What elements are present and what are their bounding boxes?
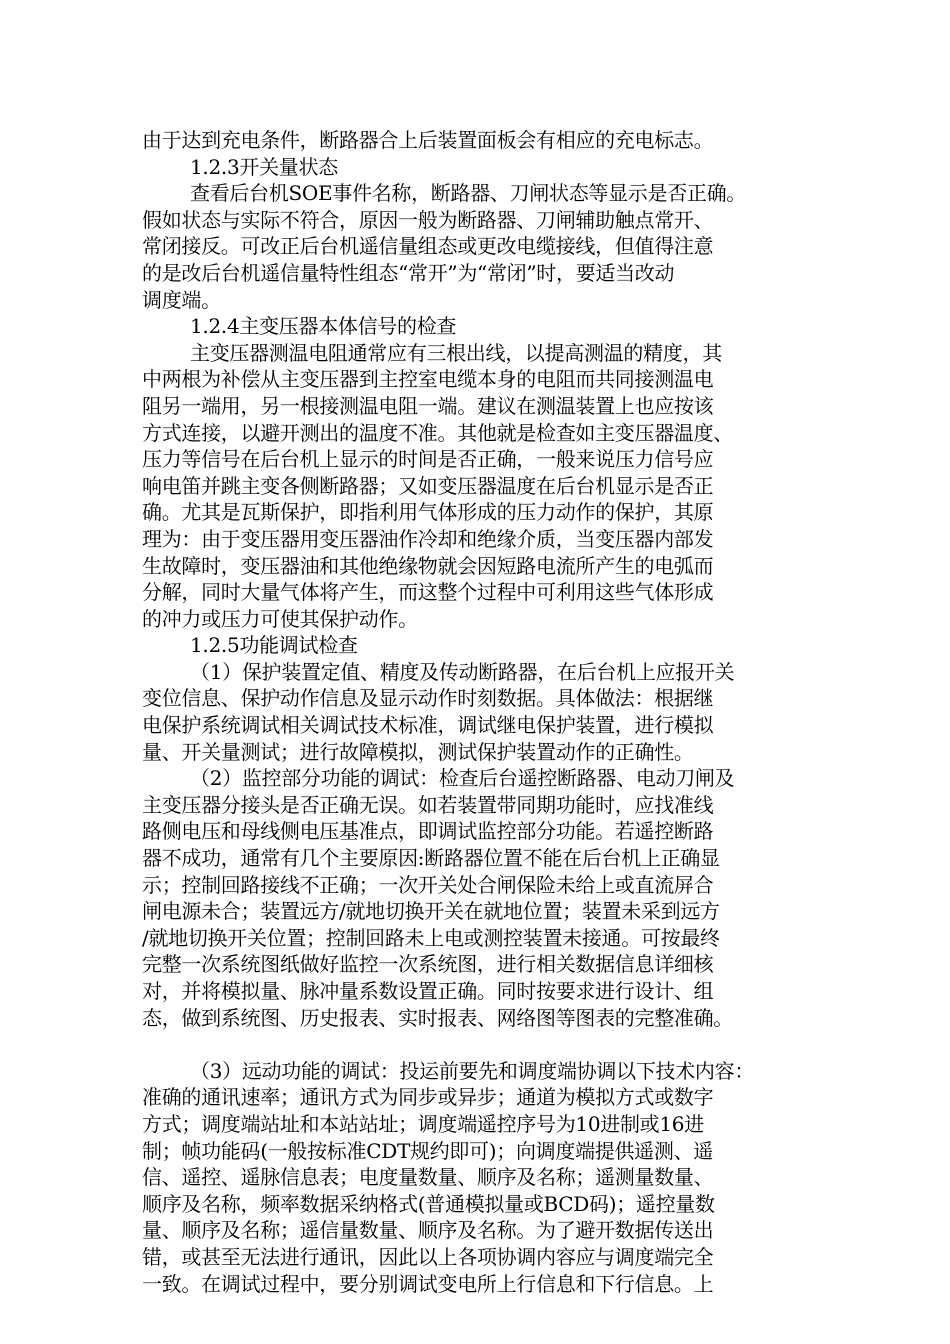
- text-line: 方式；调度端站址和本站站址；调度端遥控序号为10进制或16进: [142, 1111, 704, 1136]
- text-line: 完整一次系统图纸做好监控一次系统图，进行相关数据信息详细核: [142, 952, 714, 977]
- text-line: 1.2.5功能调试检查: [190, 633, 358, 658]
- text-line: 路侧电压和母线侧电压基准点，即调试监控部分功能。若遥控断路: [142, 819, 714, 844]
- text-line: 示；控制回路接线不正确；一次开关处合闸保险未给上或直流屏合: [142, 872, 714, 897]
- text-line: 闸电源未合；装置远方/就地切换开关在就地位置；装置未采到远方: [142, 899, 720, 924]
- text-line: 主变压器测温电阻通常应有三根出线，以提高测温的精度，其: [190, 340, 722, 365]
- text-line: 理为：由于变压器用变压器油作冷却和绝缘介质，当变压器内部发: [142, 526, 714, 551]
- text-line: 假如状态与实际不符合，原因一般为断路器、刀闸辅助触点常开、: [142, 207, 714, 232]
- text-line: 调度端。: [142, 287, 221, 312]
- text-line: 错，或甚至无法进行通讯，因此以上各项协调内容应与调度端完全: [142, 1244, 714, 1269]
- text-line: 1.2.4主变压器本体信号的检查: [190, 314, 457, 339]
- text-line: 态，做到系统图、历史报表、实时报表、网络图等图表的完整准确。: [142, 1005, 733, 1030]
- text-line: 压力等信号在后台机上显示的时间是否正确，一般来说压力信号应: [142, 447, 714, 472]
- text-line: 制；帧功能码(一般按标准CDT规约即可)；向调度端提供遥测、遥: [142, 1138, 713, 1163]
- text-line: （1）保护装置定值、精度及传动断路器，在后台机上应报开关: [190, 659, 735, 684]
- text-line: 分解，同时大量气体将产生，而这整个过程中可利用这些气体形成: [142, 580, 714, 605]
- text-line: （3）远动功能的调试：投运前要先和调度端协调以下技术内容：: [190, 1058, 755, 1083]
- text-line: 量、开关量测试；进行故障模拟，测试保护装置动作的正确性。: [142, 739, 694, 764]
- text-line: 顺序及名称，频率数据采纳格式(普通模拟量或BCD码)；遥控量数: [142, 1191, 715, 1216]
- text-line: 由于达到充电条件，断路器合上后装置面板会有相应的充电标志。: [142, 128, 714, 152]
- text-line: （2）监控部分功能的调试：检查后台遥控断路器、电动刀闸及: [190, 766, 735, 791]
- text-line: 生故障时，变压器油和其他绝缘物就会因短路电流所产生的电弧而: [142, 553, 714, 578]
- text-line: 的是改后台机遥信量特性组态“常开”为“常闭”时，要适当改动: [142, 260, 675, 285]
- text-line: 方式连接，以避开测出的温度不准。其他就是检查如主变压器温度、: [142, 420, 733, 445]
- text-line: 常闭接反。可改正后台机遥信量组态或更改电缆接线，但值得注意: [142, 234, 714, 259]
- text-line: 一致。在调试过程中，要分别调试变电所上行信息和下行信息。上: [142, 1271, 714, 1296]
- text-line: 器不成功，通常有几个主要原因:断路器位置不能在后台机上正确显: [142, 846, 720, 871]
- text-line: 查看后台机SOE事件名称，断路器、刀闸状态等显示是否正确。: [190, 181, 746, 206]
- document-body: [142, 127, 822, 1297]
- text-line: 主变压器分接头是否正确无误。如若装置带同期功能时，应找准线: [142, 792, 714, 817]
- text-line: 信、遥控、遥脉信息表；电度量数量、顺序及名称；遥测量数量、: [142, 1165, 714, 1190]
- text-line: 对，并将模拟量、脉冲量系数设置正确。同时按要求进行设计、组: [142, 979, 714, 1003]
- text-line: 准确的通讯速率；通讯方式为同步或异步；通道为模拟方式或数字: [142, 1085, 714, 1110]
- text-line: 变位信息、保护动作信息及显示动作时刻数据。具体做法：根据继: [142, 686, 714, 711]
- text-line: 1.2.3开关量状态: [190, 154, 338, 179]
- text-line: 中两根为补偿从主变压器到主控室电缆本身的电阻而共同接测温电: [142, 367, 714, 392]
- text-line: 的冲力或压力可使其保护动作。: [142, 606, 418, 631]
- text-line: 确。尤其是瓦斯保护，即指利用气体形成的压力动作的保护，其原: [142, 500, 714, 525]
- text-line: /就地切换开关位置；控制回路未上电或测控装置未接通。可按最终: [142, 925, 720, 950]
- text-line: 阻另一端用，另一根接测温电阻一端。建议在测温装置上也应按该: [142, 393, 714, 418]
- text-line: 量、顺序及名称；遥信量数量、顺序及名称。为了避开数据传送出: [142, 1218, 714, 1243]
- blank-line: [142, 1031, 822, 1058]
- text-line: 电保护系统调试相关调试技术标准，调试继电保护装置，进行模拟: [142, 713, 714, 738]
- text-line: 响电笛并跳主变各侧断路器；又如变压器温度在后台机显示是否正: [142, 473, 714, 498]
